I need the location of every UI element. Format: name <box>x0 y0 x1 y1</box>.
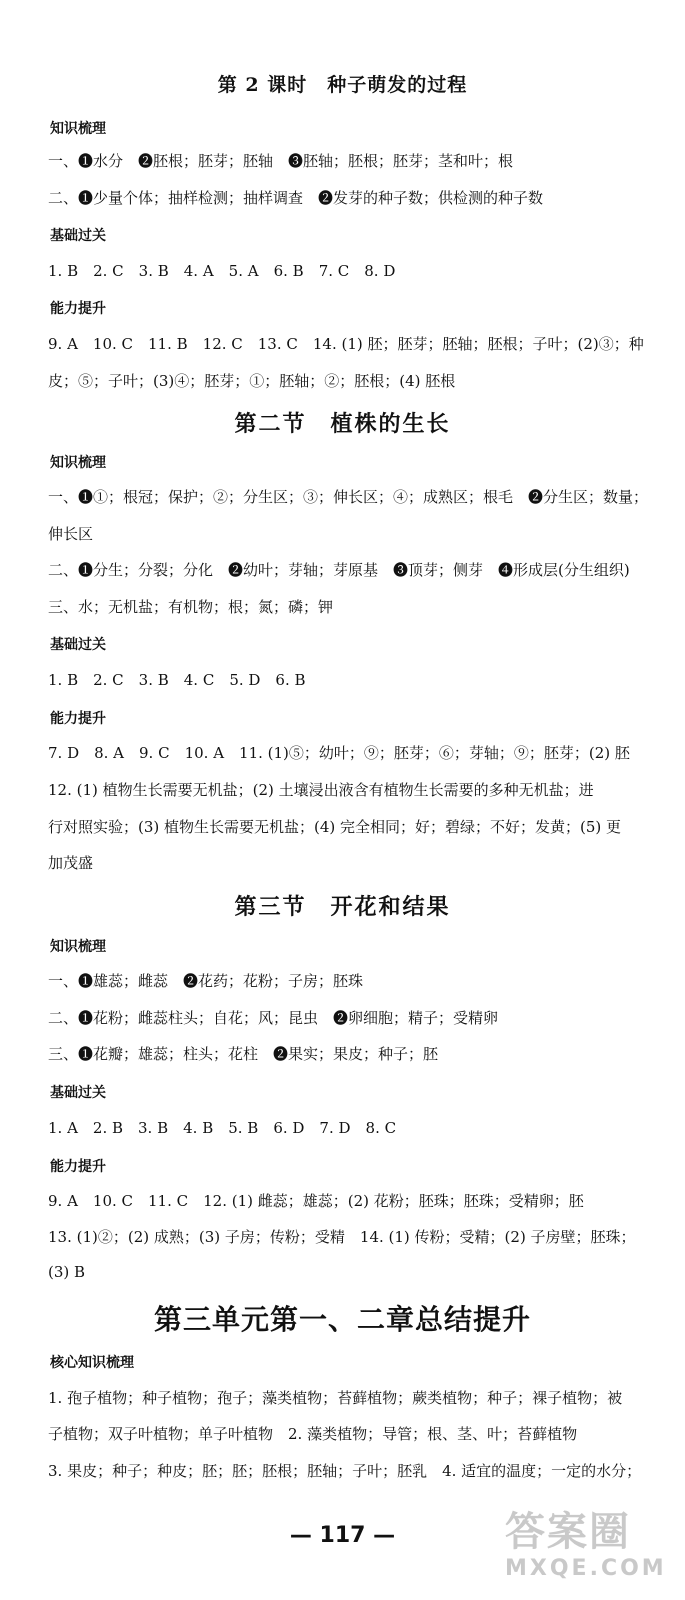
answer-line: 1. 孢子植物；种子植物；孢子；藻类植物；苔藓植物；蕨类植物；种子；裸子植物；被 <box>48 1389 623 1407</box>
answer-line: 一、❶水分 ❷胚根；胚芽；胚轴 ❸胚轴；胚根；胚芽；茎和叶；根 <box>48 152 514 170</box>
answer-line: 伸长区 <box>48 525 94 543</box>
section-title: 第三节 开花和结果 <box>234 895 451 920</box>
subheading-ability: 能力提升 <box>50 1159 106 1175</box>
watermark-logo <box>505 1508 677 1596</box>
unit-title: 第三单元第一、二章总结提升 <box>153 1303 531 1336</box>
subheading-ability: 能力提升 <box>50 301 106 317</box>
answer-line: 13. (1)②；(2) 成熟；(3) 子房；传粉；受精 14. (1) 传粉；受精；(2) 子房壁；胚珠； <box>48 1228 636 1246</box>
subheading-basic: 基础过关 <box>50 1085 106 1101</box>
subheading-basic: 基础过关 <box>50 228 106 244</box>
section-title: 第二节 植株的生长 <box>234 412 451 437</box>
answer-line: 二、❶少量个体；抽样检测；抽样调查 ❷发芽的种子数；供检测的种子数 <box>48 189 544 207</box>
answer-line: 二、❶花粉；雌蕊柱头；自花；风；昆虫 ❷卵细胞；精子；受精卵 <box>48 1009 499 1027</box>
answer-line: 三、❶花瓣；雄蕊；柱头；花柱 ❷果实；果皮；种子；胚 <box>48 1045 439 1063</box>
answer-line: 9. A 10. C 11. C 12. (1) 雌蕊；雄蕊；(2) 花粉；胚珠；胚珠；受精卵；胚 <box>48 1192 584 1210</box>
answer-line: 7. D 8. A 9. C 10. A 11. (1)⑤；幼叶；⑨；胚芽；⑥；芽轴；⑨；胚芽；(2) 胚 <box>48 744 630 762</box>
subheading-basic: 基础过关 <box>50 637 106 653</box>
answer-line: 二、❶分生；分裂；分化 ❷幼叶；芽轴；芽原基 ❸顶芽；侧芽 ❹形成层(分生组织) <box>48 561 630 579</box>
answer-line: 1. A 2. B 3. B 4. B 5. B 6. D 7. D 8. C <box>48 1119 397 1137</box>
page-number: — 117 — <box>289 1523 396 1548</box>
answer-line: 3. 果皮；种子；种皮；胚；胚；胚根；胚轴；子叶；胚乳 4. 适宜的温度；一定的水分； <box>48 1462 642 1480</box>
subheading-knowledge: 知识梳理 <box>50 455 106 471</box>
answer-line: 三、水；无机盐；有机物；根；氮；磷；钾 <box>48 598 334 616</box>
lesson-title: 第 2 课时 种子萌发的过程 <box>217 74 468 96</box>
watermark-url: MXQE.COM <box>505 1556 667 1581</box>
answer-line: 1. B 2. C 3. B 4. A 5. A 6. B 7. C 8. D <box>48 262 396 280</box>
answer-line: 1. B 2. C 3. B 4. C 5. D 6. B <box>48 671 306 689</box>
answer-line: 子植物；双子叶植物；单子叶植物 2. 藻类植物；导管；根、茎、叶；苔藓植物 <box>48 1425 578 1443</box>
answer-line: (3) B <box>48 1263 86 1281</box>
watermark-text: 答案圈 <box>505 1509 631 1555</box>
subheading-core-knowledge: 核心知识梳理 <box>50 1355 134 1371</box>
answer-line: 12. (1) 植物生长需要无机盐；(2) 土壤浸出液含有植物生长需要的多种无机盐；进 <box>48 781 594 799</box>
subheading-knowledge: 知识梳理 <box>50 939 106 955</box>
answer-line: 加茂盛 <box>48 854 94 872</box>
answer-line: 一、❶雄蕊；雌蕊 ❷花药；花粉；子房；胚珠 <box>48 972 364 990</box>
subheading-knowledge: 知识梳理 <box>50 121 106 137</box>
answer-line: 行对照实验；(3) 植物生长需要无机盐；(4) 完全相同；好；碧绿；不好；发黄；(5) 更 <box>48 818 622 836</box>
answer-line: 9. A 10. C 11. B 12. C 13. C 14. (1) 胚；胚芽；胚轴；胚根；子叶；(2)③；种 <box>48 335 644 353</box>
answer-line: 一、❶①；根冠；保护；②；分生区；③；伸长区；④；成熟区；根毛 ❷分生区；数量； <box>48 488 648 506</box>
answer-line: 皮；⑤；子叶；(3)④；胚芽；①；胚轴；②；胚根；(4) 胚根 <box>48 372 456 390</box>
subheading-ability: 能力提升 <box>50 711 106 727</box>
